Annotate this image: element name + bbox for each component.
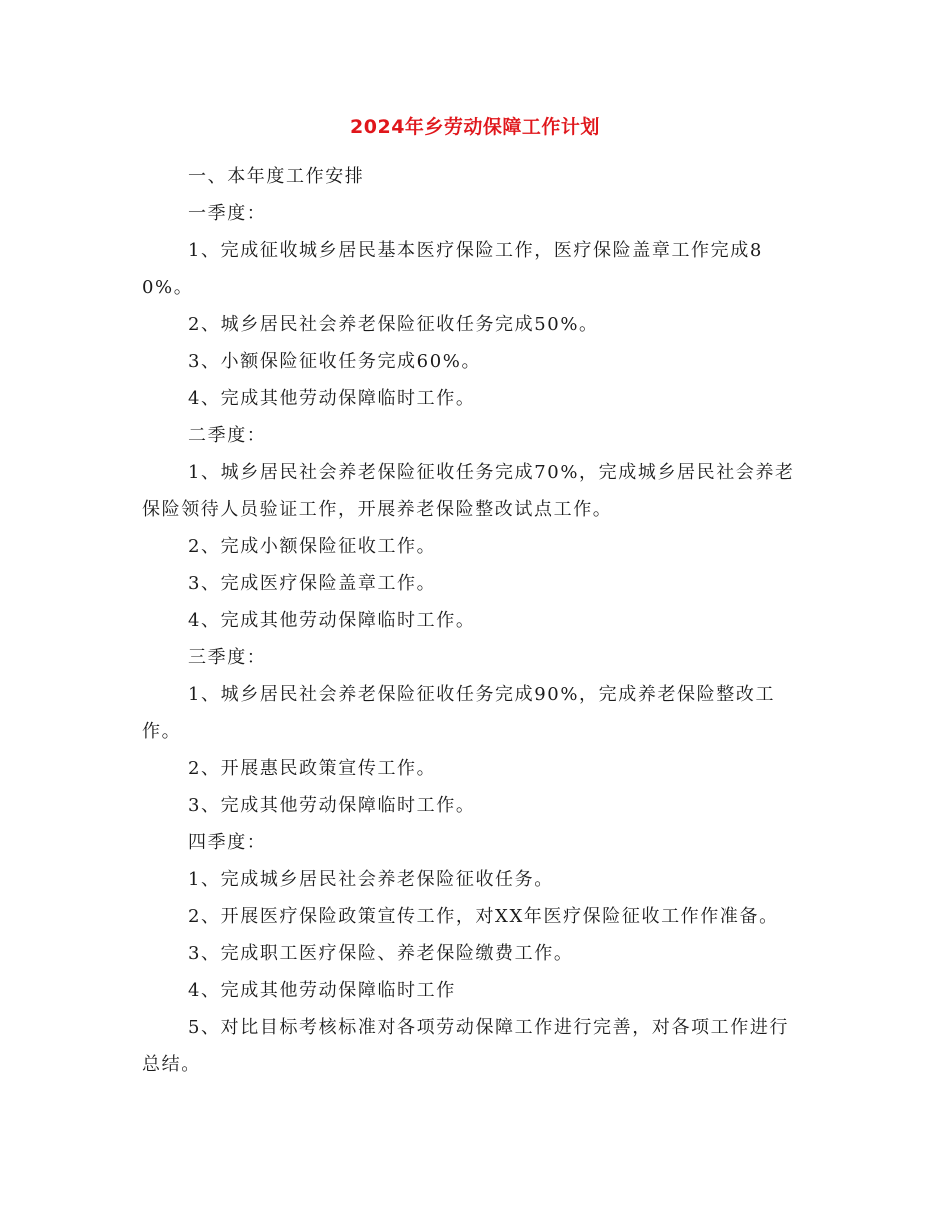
paragraph: 3、小额保险征收任务完成60%。 bbox=[188, 351, 482, 372]
document-title: 2024年乡劳动保障工作计划 bbox=[350, 116, 600, 138]
paragraph: 4、完成其他劳动保障临时工作 bbox=[188, 980, 456, 1001]
paragraph: 2、开展医疗保险政策宣传工作，对XX年医疗保险征收工作作准备。 bbox=[188, 906, 779, 927]
paragraph: 1、完成城乡居民社会养老保险征收任务。 bbox=[188, 869, 554, 890]
paragraph: 5、对比目标考核标准对各项劳动保障工作进行完善，对各项工作进行总结。 bbox=[142, 1017, 790, 1075]
quarter-heading-q3: 三季度： bbox=[188, 647, 267, 668]
paragraph: 1、完成征收城乡居民基本医疗保险工作，医疗保险盖章工作完成80%。 bbox=[142, 240, 763, 298]
paragraph: 1、城乡居民社会养老保险征收任务完成90%，完成养老保险整改工作。 bbox=[142, 684, 776, 742]
section-heading: 一、本年度工作安排 bbox=[188, 166, 365, 187]
quarter-heading-q1: 一季度： bbox=[188, 203, 267, 224]
quarter-heading-q4: 四季度： bbox=[188, 832, 267, 853]
paragraph: 2、开展惠民政策宣传工作。 bbox=[188, 758, 437, 779]
paragraph: 1、城乡居民社会养老保险征收任务完成70%，完成城乡居民社会养老保险领待人员验证工作，开展养老保险整改试点工作。 bbox=[142, 462, 795, 520]
paragraph: 2、城乡居民社会养老保险征收任务完成50%。 bbox=[188, 314, 599, 335]
paragraph: 4、完成其他劳动保障临时工作。 bbox=[188, 610, 476, 631]
paragraph: 4、完成其他劳动保障临时工作。 bbox=[188, 388, 476, 409]
paragraph: 3、完成其他劳动保障临时工作。 bbox=[188, 795, 476, 816]
document-body bbox=[142, 158, 808, 1083]
quarter-heading-q2: 二季度： bbox=[188, 425, 267, 446]
paragraph: 3、完成医疗保险盖章工作。 bbox=[188, 573, 437, 594]
paragraph: 3、完成职工医疗保险、养老保险缴费工作。 bbox=[188, 943, 574, 964]
paragraph: 2、完成小额保险征收工作。 bbox=[188, 536, 437, 557]
